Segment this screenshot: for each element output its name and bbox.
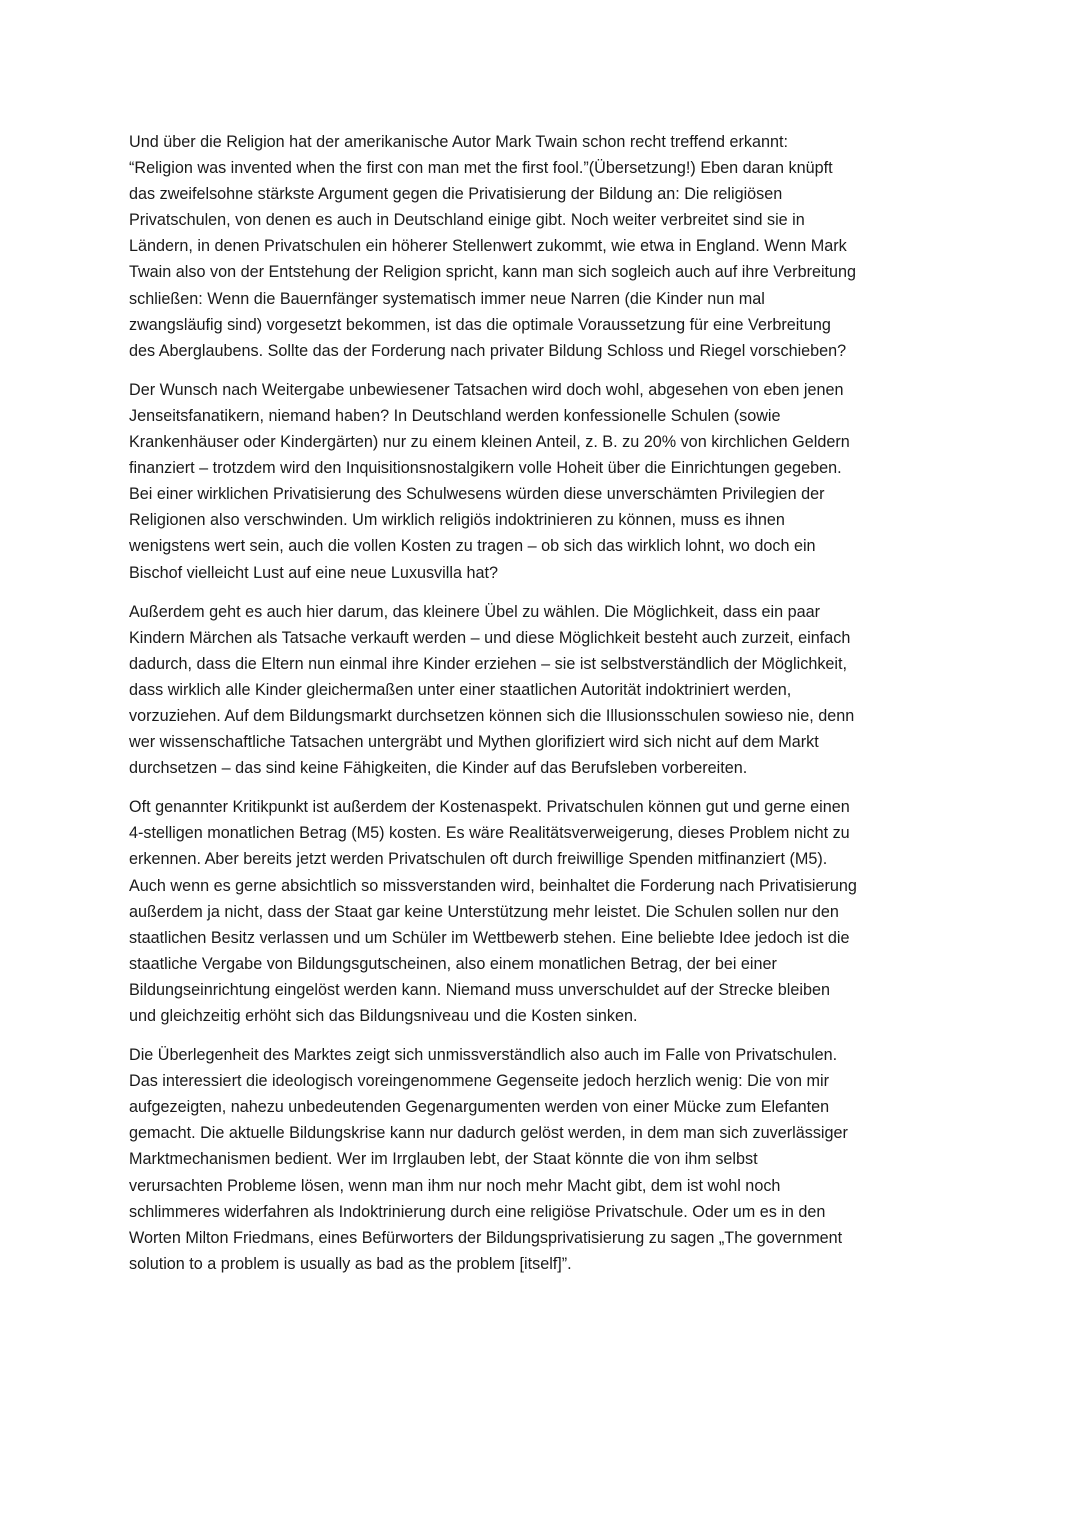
text-line: Oft genannter Kritikpunkt ist außerdem der Kostenaspekt. Privatschulen können gut und gerne einen	[129, 798, 850, 817]
text-line: Ländern, in denen Privatschulen ein höherer Stellenwert zukommt, wie etwa in England. Wenn Mark	[129, 237, 847, 256]
text-line: Twain also von der Entstehung der Religion spricht, kann man sich sogleich auch auf ihre Verbreitung	[129, 263, 857, 282]
text-line: Außerdem geht es auch hier darum, das kleinere Übel zu wählen. Die Möglichkeit, dass ein paar	[129, 602, 821, 621]
text-line: Bischof vielleicht Lust auf eine neue Luxusvilla hat?	[129, 563, 498, 582]
text-line: finanziert – trotzdem wird den Inquisitionsnostalgikern volle Hoheit über die Einrichtungen gegeben.	[129, 459, 842, 478]
text-line: Auch wenn es gerne absichtlich so missverstanden wird, beinhaltet die Forderung nach Privatisierung	[129, 876, 857, 895]
text-line: wenigstens wert sein, auch die vollen Kosten zu tragen – ob sich das wirklich lohnt, wo doch ein	[129, 537, 816, 556]
text-line: staatliche Vergabe von Bildungsgutscheinen, also einem monatlichen Betrag, der bei einer	[129, 954, 777, 973]
text-line: durchsetzen – das sind keine Fähigkeiten, die Kinder auf das Berufsleben vorbereiten.	[129, 759, 748, 778]
document-body	[129, 129, 951, 1290]
text-line: Bildungseinrichtung eingelöst werden kann. Niemand muss unverschuldet auf der Strecke bleiben	[129, 980, 830, 999]
text-line: Kindern Märchen als Tatsache verkauft werden – und diese Möglichkeit besteht auch zurzeit, einfach	[129, 628, 851, 647]
text-line: des Aberglaubens. Sollte das der Forderung nach privater Bildung Schloss und Riegel vorschieben?	[129, 341, 847, 360]
paragraph	[129, 794, 951, 1029]
text-line: Privatschulen, von denen es auch in Deutschland einige gibt. Noch weiter verbreitet sind sie in	[129, 211, 805, 230]
text-line: schließen: Wenn die Bauernfänger systematisch immer neue Narren (die Kinder nun mal	[129, 289, 765, 308]
text-line: dadurch, dass die Eltern nun einmal ihre Kinder erziehen – sie ist selbstverständlich der Möglichkeit,	[129, 654, 848, 673]
text-line: Worten Milton Friedmans, eines Befürworters der Bildungsprivatisierung zu sagen „The government	[129, 1228, 843, 1247]
text-line: Das interessiert die ideologisch voreingenommene Gegenseite jedoch herzlich wenig: Die von mir	[129, 1072, 830, 1091]
text-line: zwangsläufig sind) vorgesetzt bekommen, ist das die optimale Voraussetzung für eine Verbreitung	[129, 315, 831, 334]
text-line: wer wissenschaftliche Tatsachen untergräbt und Mythen glorifiziert wird sich nicht auf dem Markt	[129, 733, 819, 752]
text-line: Marktmechanismen bedient. Wer im Irrglauben lebt, der Staat könnte die von ihm selbst	[129, 1150, 758, 1169]
text-line: 4-stelligen monatlichen Betrag (M5) kosten. Es wäre Realitätsverweigerung, dieses Problem nicht zu	[129, 824, 850, 843]
text-line: Und über die Religion hat der amerikanische Autor Mark Twain schon recht treffend erkannt:	[129, 133, 788, 151]
text-line: und gleichzeitig erhöht sich das Bildungsniveau und die Kosten sinken.	[129, 1007, 638, 1025]
text-line: erkennen. Aber bereits jetzt werden Privatschulen oft durch freiwillige Spenden mitfinanziert (M5).	[129, 850, 828, 869]
text-line: “Religion was invented when the first con man met the first fool.”(Übersetzung!) Eben daran knüpft	[129, 159, 833, 178]
paragraph	[129, 599, 951, 782]
paragraph	[129, 129, 951, 364]
text-line: staatlichen Besitz verlassen und um Schüler im Wettbewerb stehen. Eine beliebte Idee jedoch ist die	[129, 928, 850, 947]
text-line: Die Überlegenheit des Marktes zeigt sich unmissverständlich also auch im Falle von Privatschulen.	[129, 1046, 838, 1065]
text-line: Jenseitsfanatikern, niemand haben? In Deutschland werden konfessionelle Schulen (sowie	[129, 406, 781, 425]
text-line: außerdem ja nicht, dass der Staat gar keine Unterstützung mehr leistet. Die Schulen sollen nur den	[129, 902, 839, 921]
text-line: verursachten Probleme lösen, wenn man ihm nur noch mehr Macht gibt, dem ist wohl noch	[129, 1176, 781, 1195]
text-line: solution to a problem is usually as bad as the problem [itself]”.	[129, 1254, 572, 1273]
text-line: aufgezeigten, nahezu unbedeutenden Gegenargumenten werden von einer Mücke zum Elefanten	[129, 1098, 830, 1117]
paragraph	[129, 1042, 951, 1277]
text-line: das zweifelsohne stärkste Argument gegen die Privatisierung der Bildung an: Die religiösen	[129, 185, 783, 204]
text-line: vorzuziehen. Auf dem Bildungsmarkt durchsetzen können sich die Illusionsschulen sowieso nie, denn	[129, 706, 855, 725]
text-line: gemacht. Die aktuelle Bildungskrise kann nur dadurch gelöst werden, in dem man sich zuverlässiger	[129, 1124, 848, 1143]
text-line: schlimmeres widerfahren als Indoktrinierung durch eine religiöse Privatschule. Oder um es in den	[129, 1202, 826, 1221]
text-line: Der Wunsch nach Weitergabe unbewiesener Tatsachen wird doch wohl, abgesehen von eben jenen	[129, 380, 844, 399]
text-line: dass wirklich alle Kinder gleichermaßen unter einer staatlichen Autorität indoktriniert werden,	[129, 680, 792, 699]
text-line: Bei einer wirklichen Privatisierung des Schulwesens würden diese unverschämten Privilegien der	[129, 485, 825, 504]
text-line: Religionen also verschwinden. Um wirklich religiös indoktrinieren zu können, muss es ihnen	[129, 511, 785, 530]
paragraph	[129, 377, 951, 586]
text-line: Krankenhäuser oder Kindergärten) nur zu einem kleinen Anteil, z. B. zu 20% von kirchlichen Geldern	[129, 433, 850, 452]
